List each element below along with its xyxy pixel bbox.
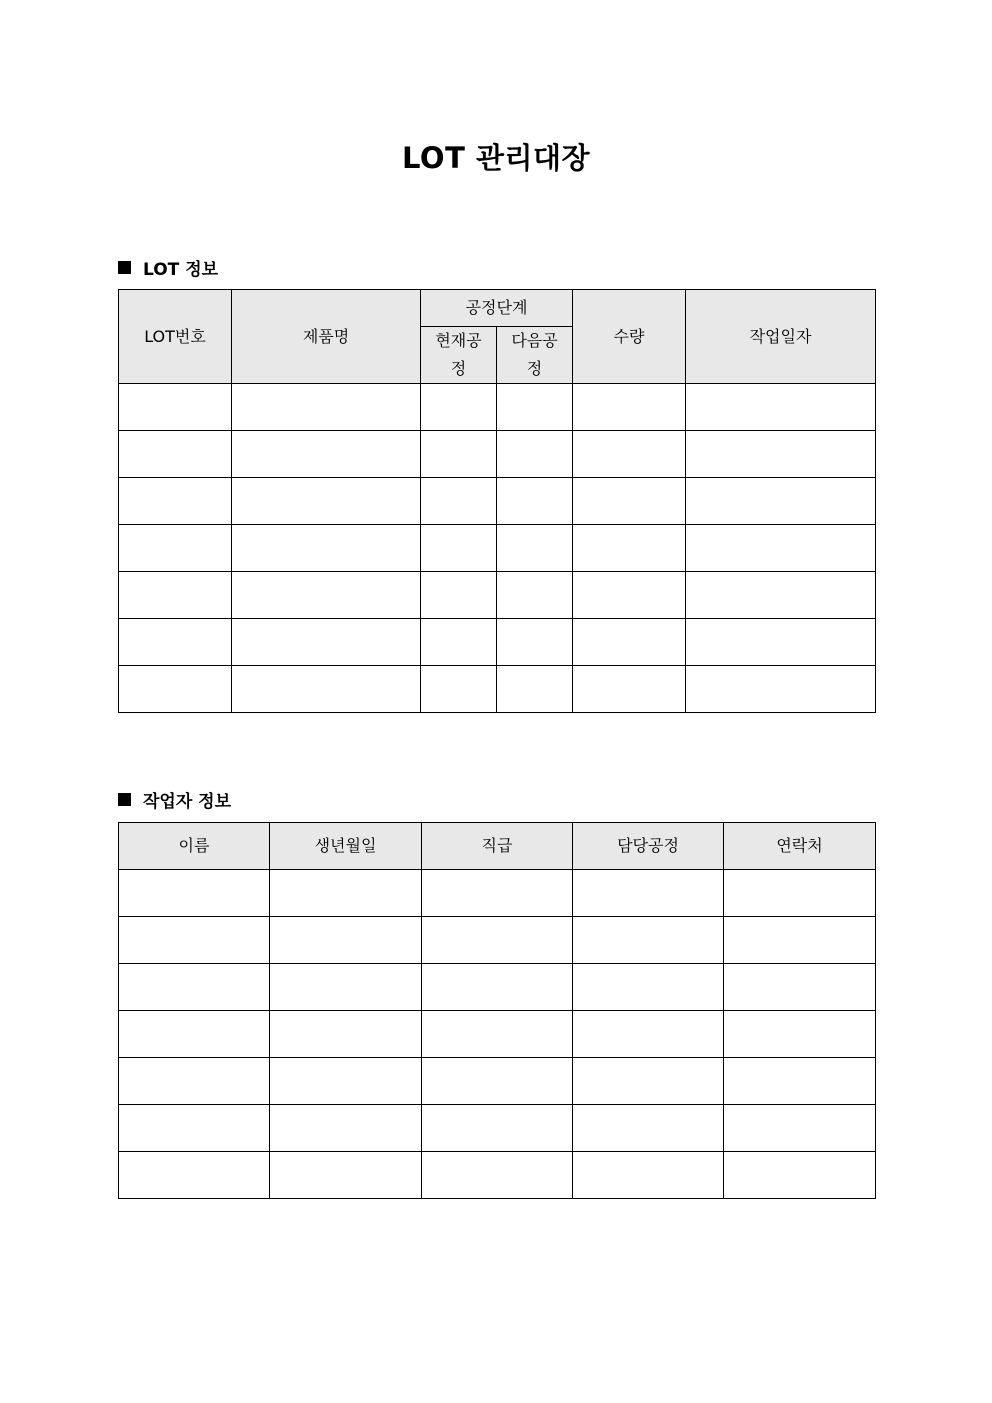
table-cell[interactable] <box>119 431 232 478</box>
lot-table-body <box>119 384 876 713</box>
table-cell[interactable] <box>497 666 573 713</box>
table-cell[interactable] <box>573 1011 724 1058</box>
worker-section-title: 작업자 정보 <box>143 792 232 812</box>
header-assigned-process: 담당공정 <box>573 823 724 870</box>
table-cell[interactable] <box>573 1105 724 1152</box>
table-row <box>119 525 876 572</box>
table-cell[interactable] <box>232 384 421 431</box>
table-cell[interactable] <box>119 666 232 713</box>
table-cell[interactable] <box>421 666 497 713</box>
table-cell[interactable] <box>119 525 232 572</box>
table-cell[interactable] <box>232 666 421 713</box>
header-contact: 연락처 <box>724 823 876 870</box>
table-cell[interactable] <box>422 870 573 917</box>
table-cell[interactable] <box>573 478 686 525</box>
table-cell[interactable] <box>686 572 876 619</box>
table-cell[interactable] <box>421 572 497 619</box>
table-cell[interactable] <box>686 384 876 431</box>
table-cell[interactable] <box>421 619 497 666</box>
header-current-process: 현재공정 <box>421 327 497 384</box>
table-cell[interactable] <box>422 964 573 1011</box>
table-cell[interactable] <box>421 525 497 572</box>
table-cell[interactable] <box>421 431 497 478</box>
table-cell[interactable] <box>724 1011 876 1058</box>
table-cell[interactable] <box>497 525 573 572</box>
table-cell[interactable] <box>119 870 270 917</box>
table-cell[interactable] <box>573 964 724 1011</box>
table-cell[interactable] <box>421 384 497 431</box>
table-row <box>119 1058 876 1105</box>
table-cell[interactable] <box>724 1105 876 1152</box>
table-cell[interactable] <box>119 1105 270 1152</box>
document-title: LOT 관리대장 <box>401 141 591 175</box>
table-row <box>119 917 876 964</box>
table-cell[interactable] <box>686 666 876 713</box>
lot-section-heading <box>118 255 218 280</box>
header-position: 직급 <box>422 823 573 870</box>
table-cell[interactable] <box>724 1152 876 1199</box>
table-cell[interactable] <box>497 619 573 666</box>
table-row <box>119 619 876 666</box>
table-cell[interactable] <box>270 1058 422 1105</box>
table-cell[interactable] <box>119 1152 270 1199</box>
table-cell[interactable] <box>119 478 232 525</box>
table-cell[interactable] <box>270 1152 422 1199</box>
table-cell[interactable] <box>270 964 422 1011</box>
table-cell[interactable] <box>573 431 686 478</box>
table-cell[interactable] <box>724 917 876 964</box>
table-cell[interactable] <box>497 431 573 478</box>
table-cell[interactable] <box>422 1105 573 1152</box>
table-cell[interactable] <box>422 1152 573 1199</box>
table-cell[interactable] <box>497 478 573 525</box>
header-birth-date: 생년월일 <box>270 823 422 870</box>
table-row <box>119 964 876 1011</box>
table-cell[interactable] <box>119 1058 270 1105</box>
table-cell[interactable] <box>686 431 876 478</box>
table-cell[interactable] <box>573 1152 724 1199</box>
table-cell[interactable] <box>686 478 876 525</box>
table-row <box>119 572 876 619</box>
table-cell[interactable] <box>232 478 421 525</box>
table-cell[interactable] <box>232 572 421 619</box>
table-cell[interactable] <box>724 870 876 917</box>
table-cell[interactable] <box>119 619 232 666</box>
header-lot-number: LOT번호 <box>119 290 232 384</box>
table-cell[interactable] <box>573 917 724 964</box>
worker-section-heading <box>118 787 231 812</box>
table-cell[interactable] <box>270 1105 422 1152</box>
table-cell[interactable] <box>497 384 573 431</box>
table-cell[interactable] <box>573 572 686 619</box>
square-bullet-icon <box>118 261 131 274</box>
table-cell[interactable] <box>119 917 270 964</box>
table-cell[interactable] <box>422 1058 573 1105</box>
header-product-name: 제품명 <box>232 290 421 384</box>
table-cell[interactable] <box>724 1058 876 1105</box>
header-process-stage: 공정단계 <box>421 290 573 327</box>
lot-info-table <box>118 289 876 713</box>
table-cell[interactable] <box>422 1011 573 1058</box>
table-row <box>119 431 876 478</box>
table-cell[interactable] <box>232 525 421 572</box>
table-cell[interactable] <box>686 525 876 572</box>
table-cell[interactable] <box>573 666 686 713</box>
table-cell[interactable] <box>686 619 876 666</box>
header-work-date: 작업일자 <box>686 290 876 384</box>
table-cell[interactable] <box>270 917 422 964</box>
table-cell[interactable] <box>573 1058 724 1105</box>
table-row <box>119 1105 876 1152</box>
table-row <box>119 384 876 431</box>
table-cell[interactable] <box>119 384 232 431</box>
table-row <box>119 666 876 713</box>
table-cell[interactable] <box>119 964 270 1011</box>
table-cell[interactable] <box>422 917 573 964</box>
table-cell[interactable] <box>232 619 421 666</box>
table-row <box>119 1011 876 1058</box>
header-next-process: 다음공정 <box>497 327 573 384</box>
table-row <box>119 478 876 525</box>
table-cell[interactable] <box>573 525 686 572</box>
table-cell[interactable] <box>119 1011 270 1058</box>
table-row <box>119 870 876 917</box>
table-cell[interactable] <box>573 384 686 431</box>
lot-section-title: LOT 정보 <box>143 260 219 280</box>
table-cell[interactable] <box>573 870 724 917</box>
worker-table-body <box>119 870 876 1199</box>
worker-info-table <box>118 822 876 1199</box>
table-cell[interactable] <box>232 431 421 478</box>
table-cell[interactable] <box>497 572 573 619</box>
header-quantity: 수량 <box>573 290 686 384</box>
table-cell[interactable] <box>270 870 422 917</box>
table-cell[interactable] <box>421 478 497 525</box>
table-cell[interactable] <box>573 619 686 666</box>
header-name: 이름 <box>119 823 270 870</box>
table-cell[interactable] <box>270 1011 422 1058</box>
table-cell[interactable] <box>119 572 232 619</box>
square-bullet-icon <box>118 793 131 806</box>
table-cell[interactable] <box>724 964 876 1011</box>
table-row <box>119 1152 876 1199</box>
